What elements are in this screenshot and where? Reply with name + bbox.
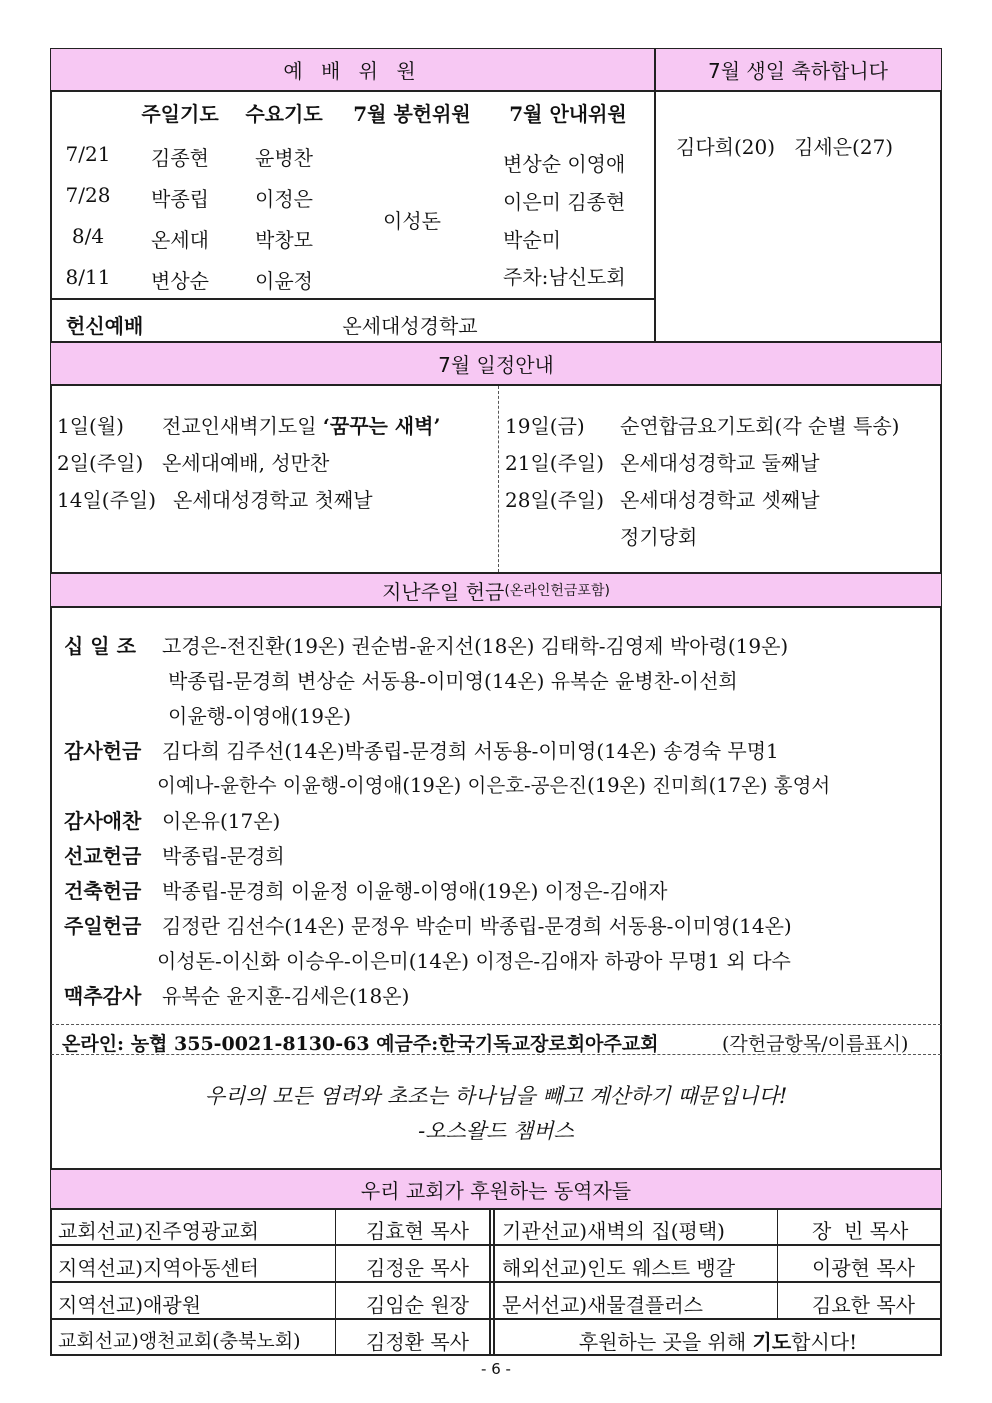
row-sunday-prayer: 온세대 [151, 228, 209, 252]
schedule-event: 온세대성경학교 셋째날 [620, 488, 820, 512]
schedule-event: 온세대예배, 성만찬 [162, 451, 330, 475]
col-offering-members: 7월 봉헌위원 [353, 102, 471, 126]
malt-text: 유복순 윤지훈-김세은(18온) [162, 984, 410, 1008]
worship-header: 예 배 위 원 [51, 49, 654, 90]
support-person: 장 빈 목사 [812, 1219, 909, 1243]
thanks-line: 김다희 김주선(14온)박종립-문경희 서동용-이미영(14온) 송경숙 무명1 [162, 739, 779, 763]
col-wednesday-prayer: 수요기도 [245, 102, 323, 126]
guide-line: 변상순 이영애 [503, 152, 626, 176]
support-org: 해외선교)인도 웨스트 뱅갈 [502, 1256, 736, 1280]
dedication-label: 헌신예배 [66, 314, 144, 338]
row-date: 8/4 [71, 224, 105, 248]
birthday-header: 7월 생일 축하합니다 [655, 49, 941, 90]
praise-label: 감사애찬 [64, 809, 142, 833]
tithe-line: 박종립-문경희 변상순 서동용-이미영(14온) 유복순 윤병찬-이선희 [168, 669, 738, 693]
quote-line: 우리의 모든 염려와 초조는 하나님을 빼고 계산하기 때문입니다! [204, 1084, 788, 1108]
sunday-line: 이성돈-이신화 이승우-이은미(14온) 이정은-김애자 하광아 무명1 외 다수 [157, 949, 791, 973]
praise-text: 이온유(17온) [162, 809, 281, 833]
row-wednesday-prayer: 박창모 [255, 228, 313, 252]
schedule-day: 2일(주일) [57, 451, 144, 475]
offering-header: 지난주일 헌금 (온라인헌금포함) [51, 574, 941, 606]
tithe-label: 십 일 조 [64, 634, 136, 658]
schedule-day: 1일(월) [57, 414, 124, 438]
support-person: 김정환 목사 [366, 1330, 469, 1354]
schedule-day: 28일(주일) [505, 488, 605, 512]
thanks-line: 이예나-윤한수 이윤행-이영애(19온) 이은호-공은진(19온) 진미희(17온) 홍영서 [157, 774, 831, 797]
dedication-value: 온세대성경학교 [342, 314, 478, 338]
row-sunday-prayer: 변상순 [151, 269, 209, 293]
mission-label: 선교헌금 [64, 844, 142, 868]
row-wednesday-prayer: 윤병찬 [255, 146, 313, 170]
row-sunday-prayer: 박종립 [151, 187, 209, 211]
offering-member: 이성돈 [383, 209, 441, 233]
support-person: 김정운 목사 [366, 1256, 469, 1280]
building-label: 건축헌금 [64, 879, 142, 903]
schedule-day: 21일(주일) [505, 451, 605, 475]
guide-line: 박순미 [503, 228, 561, 252]
schedule-event: 온세대성경학교 첫째날 [173, 488, 373, 512]
malt-label: 맥추감사 [64, 984, 142, 1008]
support-person: 김효현 목사 [366, 1219, 469, 1243]
support-org: 문서선교)새물결플러스 [502, 1293, 704, 1317]
schedule-day: 14일(주일) [57, 488, 157, 512]
online-note: (각헌금항목/이름표시) [722, 1033, 909, 1055]
support-org: 교회선교)앵천교회(충북노회) [58, 1330, 301, 1352]
quote-author: -오스왈드 챔버스 [418, 1119, 574, 1143]
schedule-event: 온세대성경학교 둘째날 [620, 451, 820, 475]
tithe-line: 고경은-전진환(19온) 권순범-윤지선(18온) 김태학-김영제 박아령(19온) [162, 634, 789, 658]
sunday-line: 김정란 김선수(14온) 문정우 박순미 박종립-문경희 서동용-이미영(14온) [162, 914, 792, 938]
schedule-day: 19일(금) [505, 414, 585, 438]
support-person: 김요한 목사 [812, 1293, 915, 1317]
tithe-line: 이윤행-이영애(19온) [168, 704, 352, 728]
page-number: - 6 - [481, 1360, 511, 1378]
birthday-names: 김다희(20) 김세은(27) [676, 135, 894, 159]
row-date: 7/28 [65, 183, 111, 207]
support-org: 지역선교)지역아동센터 [58, 1256, 260, 1280]
schedule-header: 7월 일정안내 [51, 343, 941, 384]
support-org: 지역선교)애광원 [58, 1293, 202, 1317]
guide-line: 주차:남신도회 [503, 265, 626, 289]
col-sunday-prayer: 주일기도 [141, 102, 219, 126]
row-wednesday-prayer: 이윤정 [255, 269, 313, 293]
row-date: 7/21 [65, 142, 111, 166]
schedule-event: 정기당회 [620, 525, 698, 549]
building-text: 박종립-문경희 이윤정 이윤행-이영애(19온) 이정은-김애자 [162, 879, 668, 903]
thanks-label: 감사헌금 [64, 739, 142, 763]
schedule-event-emphasis: ‘꿈꾸는 새벽’ [322, 414, 441, 438]
row-date: 8/11 [65, 265, 111, 289]
support-person: 이광현 목사 [812, 1256, 915, 1280]
sunday-label: 주일헌금 [64, 914, 142, 938]
col-guide-members: 7월 안내위원 [509, 102, 627, 126]
offering-header-note: (온라인헌금포함) [504, 583, 610, 599]
row-sunday-prayer: 김종현 [151, 146, 209, 170]
schedule-event: 전교인새벽기도일 ‘꿈꾸는 새벽’ [162, 414, 441, 438]
support-org: 교회선교)진주영광교회 [58, 1219, 260, 1243]
support-header: 우리 교회가 후원하는 동역자들 [51, 1170, 941, 1208]
support-person: 김임순 원장 [366, 1293, 469, 1317]
online-account: 온라인: 농협 355-0021-8130-63 예금주:한국기독교장로회아주교회 [62, 1033, 659, 1055]
support-org: 기관선교)새벽의 집(평택) [502, 1219, 725, 1243]
mission-text: 박종립-문경희 [162, 844, 285, 868]
row-wednesday-prayer: 이정은 [255, 187, 313, 211]
support-closing: 후원하는 곳을 위해 기도합시다! [578, 1330, 858, 1354]
guide-line: 이은미 김종현 [503, 190, 626, 214]
schedule-event: 순연합금요기도회(각 순별 특송) [620, 414, 900, 438]
